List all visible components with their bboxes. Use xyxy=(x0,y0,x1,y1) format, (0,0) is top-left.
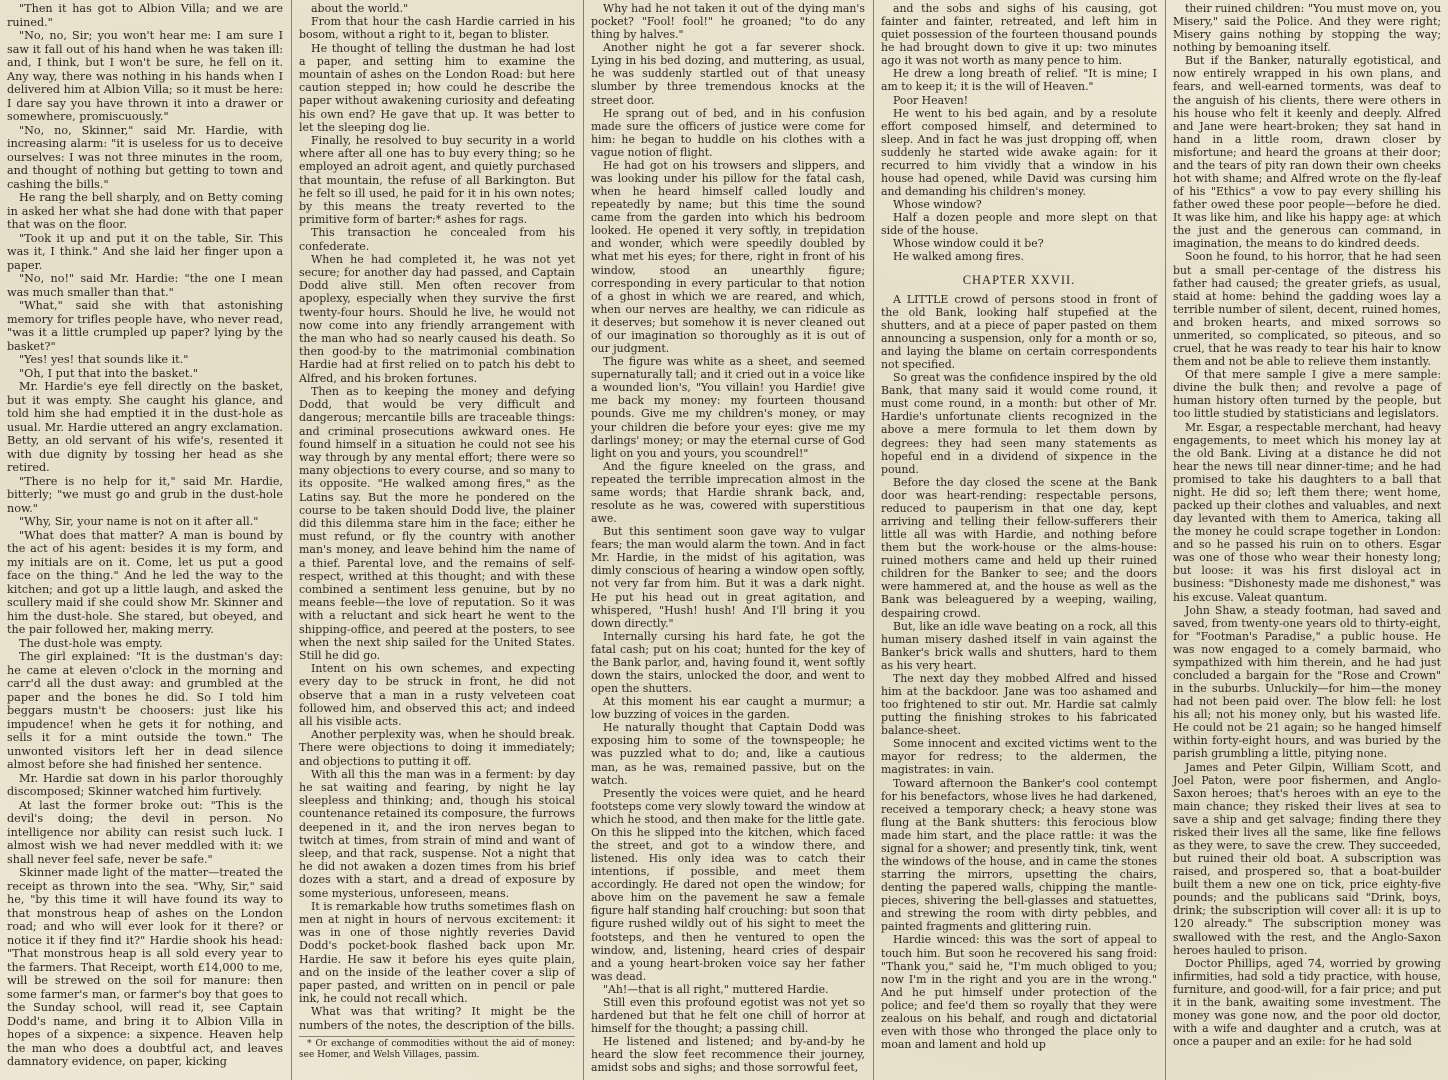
paragraph: He drew a long breath of relief. "It is mine; I am to keep it; it is the will of Heaven." xyxy=(881,67,1157,94)
paragraph: Poor Heaven! xyxy=(893,93,969,107)
paragraph: He thought of telling the dustman he had lost a paper, and setting him to examine the mountain of ashes on the London Road: but here caution stepped in; how could he describe the paper without awakening curiosity and defeating his own end? He gave that up. It was better to let the sleeping dog lie. xyxy=(299,41,575,134)
paragraph: Hardie winced: this was the sort of appeal to touch him. But soon he recovered his sang froid: "Thank you," said he, "I'm much obliged to you; now I'm in the right and you are in the wrong." And he put himself under protection of the police; and fee'd them so royally that they were zealous on his behalf, and rough and dictatorial even with those who thronged the place only to moan and lament and hold up xyxy=(881,933,1157,1052)
paragraph: Intent on his own schemes, and expecting every day to be struck in front, he did not observe that a man in a rusty velveteen coat followed him, and observed this act; and indeed all his visible acts. xyxy=(299,662,575,728)
paragraph: John Shaw, a steady footman, had saved and saved, from twenty-one years old to thirty-eight, for "Footman's Paradise," a public house. He was now engaged to a comely barmaid, who sympathized with him therein, and he had just concluded a bargain for the "Rose and Crown" in the suburbs. Unluckily—for him—the money had not been paid over. The blow fell: he lost his all; not his money only, but his wasted life. He could not be 21 again; so he hanged himself within forty-eight hours, and was buried by the parish grumbling a little, pitying none. xyxy=(1173,603,1441,761)
paragraph: Soon he found, to his horror, that he had seen but a small per-centage of the distress his father had caused; the greater griefs, as usual, staid at home: behind the gadding woes lay a terrible number of silent, decent, ruined homes, and broken hearts, and mixed sorrows so unmerited, so complicated, so piteous, and so cruel, that he was ready to tear his hair to know them and not be able to relieve them instantly. xyxy=(1173,250,1441,369)
paragraph: He listened and listened; and by-and-by he heard the slow feet recommence their journey, amidst sobs and sighs; and those sorrowful feet, xyxy=(591,1035,865,1075)
paragraph: Mr. Hardie sat down in his parlor thoroughly discomposed; Skinner watched him furtively. xyxy=(7,771,283,798)
paragraph: Doctor Phillips, aged 74, worried by growing infirmities, had sold a tidy practice, with house, furniture, and good-will, for a fair price; and put it in the bank, awaiting some investment. The money was gone now, and the poor old doctor, with a wife and daughter and a crutch, was at once a pauper and an exile: for he had sold xyxy=(1173,956,1441,1049)
paragraph: Another perplexity was, when he should break. There were objections to doing it immediately; and objections to putting it off. xyxy=(299,728,575,768)
paragraph: He had got on his trowsers and slippers, and was looking under his pillow for the fatal cash, when he heard himself called loudly and repeatedly by name; but this time the sound came from the garden into which his bedroom looked. He opened it very softly, in trepidation and wonder, which were speedily doubled by what met his eyes; for there, right in front of his window, stood an unearthly figure; corresponding in every particular to that notion of a ghost in which we are reared, and which, when our nerves are healthy, we can ridicule as it deserves; but somehow it is never cleaned out of our imagination so thoroughly as it is out of our judgment. xyxy=(591,158,865,356)
text-column-3 xyxy=(584,0,872,1080)
paragraph: A LITTLE crowd of persons stood in front of the old Bank, looking half stupefied at the shutters, and at a piece of paper pasted on them announcing a suspension, only for a month or so, and laying the blame on certain correspondents not specified. xyxy=(881,292,1157,372)
paragraph: Why had he not taken it out of the dying man's pocket? "Fool! fool!" he groaned; "to do any thing by halves." xyxy=(591,2,865,42)
paragraph: and the sobs and sighs of his causing, got fainter and fainter, retreated, and left him in quiet possession of the fourteen thousand pounds he had brought down to give it up: two minutes ago it was not worth as many pence to him. xyxy=(881,2,1157,68)
paragraph: "No, no!" said Mr. Hardie: "the one I mean was much smaller than that." xyxy=(7,272,283,299)
text-column-4 xyxy=(874,0,1164,1080)
text-column-2 xyxy=(292,0,582,1080)
paragraph: "No, no, Sir; you won't hear me: I am sure I saw it fall out of his hand when he was taken ill: and, I think, but I won't be sure, he fell on it. Any way, there was nothing in his hands when I delivered him at Albion Villa; so it must be here: I dare say you have thrown it into a drawer or somewhere, promiscuously." xyxy=(7,29,283,123)
paragraph: "What," said she with that astonishing memory for trifles people have, who never read, "was it a little crumpled up paper? lying by the basket?" xyxy=(7,299,283,353)
paragraph: "Why, Sir, your name is not on it after all." xyxy=(19,515,259,528)
paragraph: The girl explained: "It is the dustman's day: he came at eleven o'clock in the morning and carr'd all the dust away: and grumbled at the paper and the bones he did. So I told him beggars mustn't be choosers: just like his impudence! when he gets it for nothing, and sells it for a mint outside the town." The unwonted visitors left her in dead silence almost before she had finished her sentence. xyxy=(7,650,283,771)
paragraph: But this sentiment soon gave way to vulgar fears; the man would alarm the town. And in fact Mr. Hardie, in the midst of his agitation, was dimly conscious of hearing a window open softly, not very far from him. But it was a dark night. He put his head out in great agitation, and whispered, "Hush! hush! And I'll bring it you down directly." xyxy=(591,525,865,630)
paragraph: about the world." xyxy=(311,2,409,15)
paragraph: He went to his bed again, and by a resolute effort composed himself, and determined to sleep. And in fact he was just dropping off, when suddenly he started wide awake again: for it recurred to him vividly that a window in his house had opened, while David was cursing him and demanding his children's money. xyxy=(881,106,1157,199)
paragraph: "No, no, Skinner," said Mr. Hardie, with increasing alarm: "it is useless for us to deceive ourselves: I was not three minutes in the room, and thought of nothing but getting to town and cashing the bills." xyxy=(7,123,283,191)
paragraph: "Yes! yes! that sounds like it." xyxy=(19,353,189,366)
paragraph: And the figure kneeled on the grass, and repeated the terrible imprecation almost in the same words; that Hardie shrank back, and, resolute as he was, cowered with superstitious awe. xyxy=(591,459,865,526)
paragraph: James and Peter Gilpin, William Scott, and Joel Paton, were poor fishermen, and Anglo-Saxon heroes; that's heroes with an eye to the main chance; they risked their lives at sea to save a ship and get salvage; finding there they risked their lives all the same, like fine fellows as they were, to save the crew. They succeeded, but ruined their old boat. A subscription was raised, and prospered so, that a boat-builder built them a new one on tick, price eighty-five pounds; and the publicans said "Drink, boys, drink; the subscription will cover all: it is up to 120 already." The subscription money was swallowed with the rest, and the Anglo-Saxon heroes hauled to prison. xyxy=(1173,760,1441,957)
paragraph: Still even this profound egotist was not yet so hardened but that he felt one chill of horror at himself for the thought; a passing chill. xyxy=(591,995,865,1036)
paragraph: The dust-hole was empty. xyxy=(19,636,163,650)
paragraph: "Took it up and put it on the table, Sir. This was it, I think." And she laid her finger upon a paper. xyxy=(7,231,283,272)
paragraph: It is remarkable how truths sometimes flash on men at night in hours of nervous excitement: it was in one of those nightly reveries David Dodd's pocket-book flashed back upon Mr. Hardie. He saw it before his eyes quite plain, and on the inside of the leather cover a slip of paper pasted, and written on in pencil or pale ink, he could not recall which. xyxy=(299,899,575,1006)
paragraph: He naturally thought that Captain Dodd was exposing him to some of the townspeople; he was puzzled what to do; and, like a cautious man, as he was, remained passive, but on the watch. xyxy=(591,721,865,787)
paragraph: "Then it has got to Albion Villa; and we are ruined." xyxy=(7,2,283,29)
paragraph: Half a dozen people and more slept on that side of the house. xyxy=(881,211,1157,238)
paragraph: He walked among fires. xyxy=(893,250,1024,264)
paragraph: This transaction he concealed from his confederate. xyxy=(299,226,575,253)
paragraph: The figure was white as a sheet, and seemed supernaturally tall; and it cried out in a voice like a wounded lion's, "You villain! you Hardie! give me back my money: my fourteen thousand pounds. Give me my children's money, or may your children die before your eyes: give me my darlings' money; or may the eternal curse of God light on you and yours, you scoundrel!" xyxy=(591,355,865,460)
paragraph: Mr. Esgar, a respectable merchant, had heavy engagements, to meet which his money lay at the old Bank. Living at a distance he did not hear the news till near dinner-time; and he had promised to take his daughters to a ball that night. He did so; left them there; went home, packed up their clothes and valuables, and next day levanted with them to America, taking all the money he could scrape together in London: and so he passed his ruin on to others. Esgar was one of those who wear their honesty long; but loose: it was his first disloyal act in business: "Dishonesty made me dishonest," was his excuse. Valeat quantum. xyxy=(1173,420,1441,604)
paragraph: At this moment his ear caught a murmur; a low buzzing of voices in the garden. xyxy=(591,695,865,722)
paragraph: He sprang out of bed, and in his confusion made sure the officers of justice were come for him: he began to huddle on his clothes with a vague notion of flight. xyxy=(591,106,865,159)
paragraph: So great was the confidence inspired by the old Bank, that many said it would come round, it must come round, in a month: but other of Mr. Hardie's unfortunate clients recognized in the above a mere formula to let them down by degrees: they had seen many statements as hopeful end in a dividend of sixpence in the pound. xyxy=(881,371,1157,476)
paragraph: But if the Banker, naturally egotistical, and now entirely wrapped in his own plans, and fears, and well-earned torments, was deaf to the anguish of his clients, there were others in his house who felt it keenly and deeply. Alfred and Jane were heart-broken; they sat hand in hand in a little room, drawn closer by misfortune; and heard the groans at their door; and the tears of pity ran down their own cheeks hot with shame; and Alfred wrote on the fly-leaf of his "Ethics" a vow to pay every shilling his father owed these poor people—before he died. It was like him, and like his happy age: at which the just and the generous can command, in imagination, the means to do kindred deeds. xyxy=(1173,54,1441,251)
paragraph: Internally cursing his hard fate, he got the fatal cash; put on his coat; hunted for the key of the Bank parlor, and, having found it, went softly down the stairs, unlocked the door, and went to open the shutters. xyxy=(591,629,865,696)
paragraph: Whose window? xyxy=(893,198,982,212)
paragraph: "What does that matter? A man is bound by the act of his agent: besides it is my form, and my initials are on it. Come, let us put a good face on the thing." And he led the way to the kitchen; and got up a little laugh, and asked the scullery maid if she could show Mr. Skinner and him the dust-hole. She stared, but obeyed, and the pair followed her, making merry. xyxy=(7,528,283,636)
paragraph: Before the day closed the scene at the Bank door was heart-rending: respectable persons, reduced to pauperism in that one day, kept arriving and telling their fellow-sufferers their little all was with Hardie, and nothing before them but the work-house or the alms-house: ruined mothers came and held up their ruined children for the Banker to see; and the doors were hammered at, and the house as well as the Bank was beleaguered by a weeping, wailing, despairing crowd. xyxy=(881,475,1157,620)
paragraph: Another night he got a far severer shock. Lying in his bed dozing, and muttering, as usual, he was suddenly startled out of that uneasy slumber by three tremendous knocks at the street door. xyxy=(591,41,865,107)
paragraph: Of that mere sample I give a mere sample: divine the bulk then; and revolve a page of human history often turned by the people, but too little studied by statisticians and legislators. xyxy=(1173,368,1441,421)
paragraph: He rang the bell sharply, and on Betty coming in asked her what she had done with that paper that was on the floor. xyxy=(7,191,283,231)
paragraph: Presently the voices were quiet, and he heard footsteps come very slowly toward the window at which he stood, and then make for the little gate. On this he slipped into the kitchen, which faced the street, and got to a window there, and listened. His only idea was to catch their intentions, if possible, and meet them accordingly. He dared not open the window; for above him on the pavement he saw a female figure half standing half crouching: but soon that figure rushed wildly out of his sight to meet the footsteps, and then he ventured to open the window, and, listening, heard cries of despair and a young heart-broken voice say her father was dead. xyxy=(591,786,865,983)
paragraph: With all this the man was in a ferment: by day he sat waiting and fearing, by night he lay sleepless and thinking; and, though his stoical countenance retained its composure, the furrows deepened in it, and the iron nerves began to twitch at times, from strain of mind and want of sleep, and that rack, suspense. Not a night that he did not awaken a dozen times from his brief dozes with a start, and a dread of exposure by some mysterious, unforeseen, means. xyxy=(299,767,575,900)
paragraph: "Oh, I put that into the basket." xyxy=(19,366,199,380)
footnote: * Or exchange of commodities without the aid of money: see Homer, and Welsh Villages, passim. xyxy=(299,1036,575,1061)
paragraph: At last the former broke out: "This is the devil's doing; the devil in person. No intelligence nor ability can resist such luck. I almost wish we had never meddled with it: we shall never feel safe, never be safe." xyxy=(7,798,283,866)
paragraph: From that hour the cash Hardie carried in his bosom, without a right to it, began to blister. xyxy=(299,15,575,42)
paragraph: Whose window could it be? xyxy=(893,237,1044,251)
paragraph: Then as to keeping the money and defying Dodd, that would be very difficult and dangerous; mercantile bills are traceable things: and criminal prosecutions awkward ones. He found himself in a situation he could not see his way through by any mental effort; there were so many objections to every course, and so many to its opposite. "He walked among fires," as the Latins say. But the more he pondered on the course to be taken should Dodd live, the plainer did this dilemma stare him in the face; either he must refund, or fly the country with another man's money, and leave behind him the name of a thief. Parental love, and the remains of self-respect, writhed at this thought; and with these combined a sentiment less genuine, but by no means feeble—the love of reputation. So it was with a reluctant and sick heart he went to the shipping-office, and peered at the posters, to see when the next ship sailed for the United States. Still he did go. xyxy=(299,384,575,662)
paragraph: When he had completed it, he was not yet secure; for another day had passed, and Captain Dodd alive still. Men often recover from apoplexy, especially when they survive the first twenty-four hours. Should he live, he would not now come into any friendly arrangement with the man who had so nearly caused his death. So then good-by to the matrimonial combination Hardie had at first relied on to patch his debt to Alfred, and his broken fortunes. xyxy=(299,252,575,385)
text-column-1 xyxy=(0,0,290,1080)
paragraph: But, like an idle wave beating on a rock, all this human misery dashed itself in vain against the Banker's brick walls and shutters, hard to them as his very heart. xyxy=(881,619,1157,672)
paragraph: "Ah!—that is all right," muttered Hardie. xyxy=(603,982,829,996)
paragraph: "There is no help for it," said Mr. Hardie, bitterly; "we must go and grub in the dust-hole now." xyxy=(7,474,283,515)
paragraph: What was that writing? It might be the numbers of the notes, the description of the bills. xyxy=(299,1005,575,1032)
text-column-5 xyxy=(1166,0,1448,1080)
paragraph: Mr. Hardie's eye fell directly on the basket, but it was empty. She caught his glance, and told him she had emptied it in the dust-hole as usual. Mr. Hardie uttered an angry exclamation. Betty, an old servant of his wife's, resented it with due dignity by tossing her head as she retired. xyxy=(7,380,283,474)
paragraph: their ruined children: "You must move on, you Misery," said the Police. And they were right; Misery gains nothing by stopping the way; nothing by bemoaning itself. xyxy=(1173,2,1441,55)
paragraph: Skinner made light of the matter—treated the receipt as thrown into the sea. "Why, Sir," said he, "by this time it will have found its way to that monstrous heap of ashes on the London road; and who will ever look for it there? or notice it if they find it?" Hardie shook his head: "That monstrous heap is all sold every year to the farmers. That Receipt, worth £14,000 to me, will be strewed on the soil for manure: then some farmer's man, or farmer's boy that goes to the Sunday school, will read it, see Captain Dodd's name, and bring it to Albion Villa in hopes of a sixpence: a sixpence. Heaven help the man who does a doubtful act, and leaves damnatory evidence, on paper, kicking xyxy=(7,866,283,1068)
paragraph: Some innocent and excited victims went to the mayor for redress; to the aldermen, the magistrates: in vain. xyxy=(881,737,1157,777)
paragraph: The next day they mobbed Alfred and hissed him at the backdoor. Jane was too ashamed and too frightened to stir out. Mr. Hardie sat calmly putting the finishing strokes to his fabricated balance-sheet. xyxy=(881,671,1157,738)
chapter-heading: CHAPTER XXVII. xyxy=(962,272,1076,287)
paragraph: Finally, he resolved to buy security in a world where after all one has to buy every thing; so he employed an adroit agent, and quietly purchased that mountain, the refuse of all Barkington. But he felt so ill used, he paid for it in his own notes; by this means the treaty reverted to the primitive form of barter:* ashes for rags. xyxy=(299,134,575,227)
paragraph: Toward afternoon the Banker's cool contempt for his benefactors, whose lives he had darkened, received a temporary check; a heavy stone was flung at the Bank shutters: this ferocious blow made him start, and the place rattle: it was the signal for a shower; and presently tink, tink, went the windows of the house, and in came the stones starring the mirrors, upsetting the chairs, denting the papered walls, chipping the mantle-pieces, shivering the bell-glasses and statuettes, and strewing the room with dirty pebbles, and painted fragments and glittering ruin. xyxy=(881,776,1158,934)
